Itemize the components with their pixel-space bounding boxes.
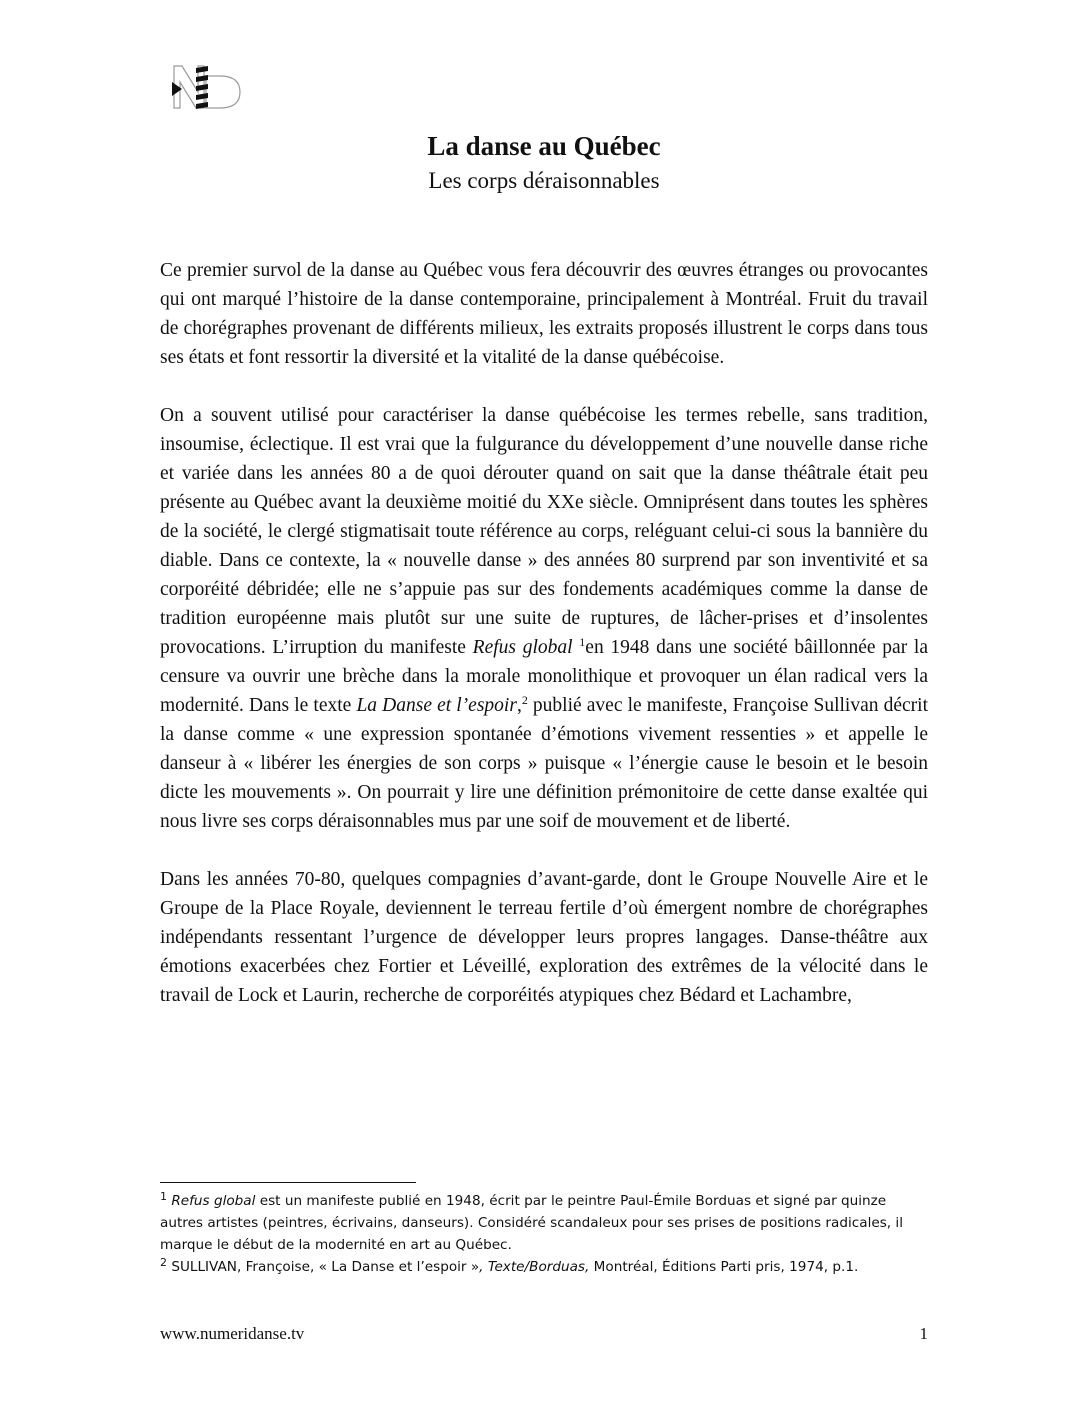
punctuation: , [516, 695, 522, 716]
italic-title: , Texte/Borduas, [479, 1259, 590, 1275]
italic-title: Refus global [472, 637, 573, 658]
footer-url-link[interactable]: www.numeridanse.tv [160, 1324, 305, 1343]
footnote-text: est un manifeste publié en 1948, écrit par le peintre Paul-Émile Borduas et signé par quinze autres artistes (peintres, écrivains, danseurs). Considéré scandaleux pour ses prises de positions radicales, il marque le début de la modernité en art au Québec. [160, 1193, 903, 1253]
paragraph-intro: Ce premier survol de la danse au Québec vous fera découvrir des œuvres étranges ou provocantes qui ont marqué l’histoire de la danse contemporaine, principalement à Montréal. Fruit du travail de chorégraphes provenant de différents milieux, les extraits proposés illustrent le corps dans tous ses états et font ressortir la diversité et la vitalité de la danse québécoise. [160, 260, 928, 368]
paragraph-history [160, 401, 928, 836]
footnote-text: SULLIVAN, Françoise, « La Danse et l’espoir » [167, 1259, 480, 1275]
paragraph-text: On a souvent utilisé pour caractériser la danse québécoise les termes rebelle, sans tradition, insoumise, éclectique. Il est vrai que la fulgurance du développement d’une nouvelle danse riche et variée dans les années 80 a de quoi dérouter quand on sait que la danse théâtrale était peu présente au Québec avant la deuxième moitié du XXe siècle. Omniprésent dans toutes les sphères de la société, le clergé stigmatisait toute référence au corps, reléguant celui-ci sous la bannière du diable. Dans ce contexte, la « nouvelle danse » des années 80 surprend par son inventivité et sa corporéité débridée; elle ne s’appuie pas sur des fondements académiques comme la danse de tradition européenne mais plutôt sur une suite de ruptures, de lâcher-prises et d’insolentes provocations. L’irruption du manifeste [160, 405, 928, 658]
body-text [160, 256, 928, 1039]
paragraph-text: en 1948 dans une société bâillonnée par la censure va ouvrir une brèche dans la morale monolithique et provoquer un élan radical vers la modernité. Dans le texte [160, 637, 929, 716]
footnote-number: 2 [160, 1256, 167, 1269]
italic-title: Refus global [171, 1193, 256, 1209]
footnote-divider [160, 1182, 416, 1183]
footnote-ref[interactable]: 1 [579, 635, 586, 649]
paragraph-companies: Dans les années 70-80, quelques compagnies d’avant-garde, dont le Groupe Nouvelle Aire et le Groupe de la Place Royale, deviennent le terreau fertile d’où émergent nombre de chorégraphes indépendants ressentant l’urgence de développer leurs propres langages. Danse-théâtre aux émotions exacerbées chez Fortier et Léveillé, exploration des extrêmes de la vélocité dans le travail de Lock et Laurin, recherche de corporéités atypiques chez Bédard et Lachambre, [160, 869, 928, 1006]
footnote-text: Montréal, Éditions Parti pris, 1974, p.1. [589, 1259, 859, 1275]
numeridanse-logo-icon [170, 62, 244, 112]
footnotes [160, 1190, 928, 1278]
footnote-number: 1 [160, 1190, 167, 1203]
page-number: 1 [919, 1324, 928, 1343]
document-title: La danse au Québec [427, 131, 661, 161]
title-block [160, 128, 928, 196]
italic-title: La Danse et l’espoir [356, 695, 517, 716]
footnote-2 [160, 1256, 928, 1278]
document-subtitle: Les corps déraisonnables [428, 168, 660, 193]
footnote-1 [160, 1190, 928, 1256]
paragraph-text: publié avec le manifeste, Françoise Sullivan décrit la danse comme « une expression spontanée d’émotions vivement ressenties » et appelle le danseur à « libérer les énergies de son corps » puisque « l’énergie cause le besoin et le besoin dicte les mouvements ». On pourrait y lire une définition prémonitoire de cette danse exaltée qui nous livre ses corps déraisonnables mus par une soif de mouvement et de liberté. [160, 695, 929, 832]
footnote-ref[interactable]: 2 [521, 693, 528, 707]
